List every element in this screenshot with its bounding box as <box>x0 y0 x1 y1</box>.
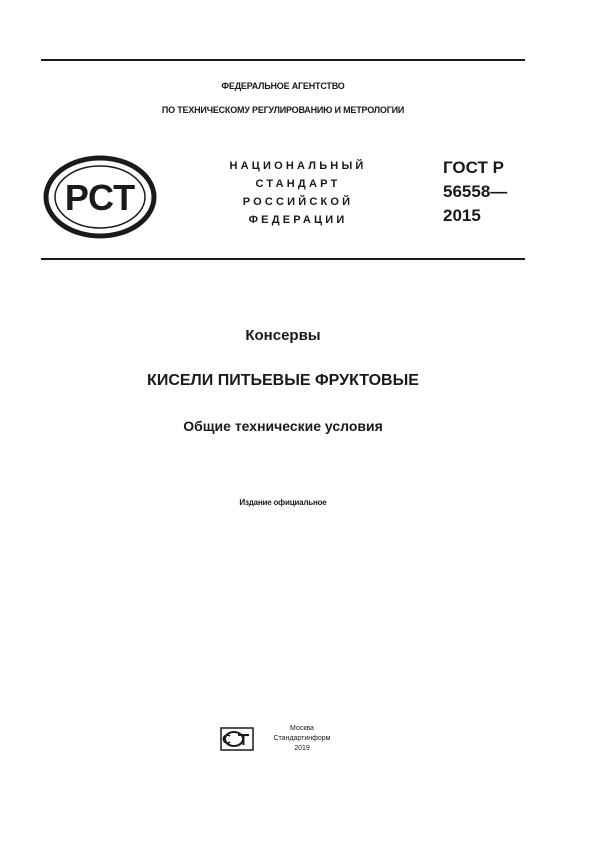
standard-type-line-1: НАЦИОНАЛЬНЫЙ <box>229 160 367 172</box>
standard-type-line-4: ФЕДЕРАЦИИ <box>248 214 348 226</box>
document-title: КИСЕЛИ ПИТЬЕВЫЕ ФРУКТОВЫЕ <box>147 372 419 389</box>
document-subtitle: Общие технические условия <box>183 418 383 434</box>
standard-type-line-2: СТАНДАРТ <box>255 178 341 190</box>
agency-name-line-2: ПО ТЕХНИЧЕСКОМУ РЕГУЛИРОВАНИЮ И МЕТРОЛОГИИ <box>161 105 405 115</box>
agency-name-line-1: ФЕДЕРАЛЬНОЕ АГЕНТСТВО <box>221 81 345 91</box>
gost-r-certification-mark-icon <box>42 154 158 240</box>
document-category: Консервы <box>245 327 321 344</box>
standard-designation <box>443 156 507 228</box>
official-edition-label: Издание официальное <box>239 498 327 507</box>
publisher-year: 2019 <box>294 745 310 752</box>
designation-line-1: ГОСТ Р <box>443 158 504 177</box>
top-rule <box>41 59 525 61</box>
designation-line-2: 56558— <box>443 182 508 201</box>
standard-type-block <box>198 157 398 229</box>
standard-type-line-3: РОССИЙСКОЙ <box>242 196 354 208</box>
standartinform-logo-icon <box>220 727 254 751</box>
publisher-imprint <box>262 724 342 754</box>
publisher-city: Москва <box>290 725 314 732</box>
logo-text: РСТ <box>64 177 136 218</box>
designation-line-3: 2015 <box>443 206 481 225</box>
bottom-rule <box>41 258 525 260</box>
publisher-name: Стандартинформ <box>273 735 331 742</box>
